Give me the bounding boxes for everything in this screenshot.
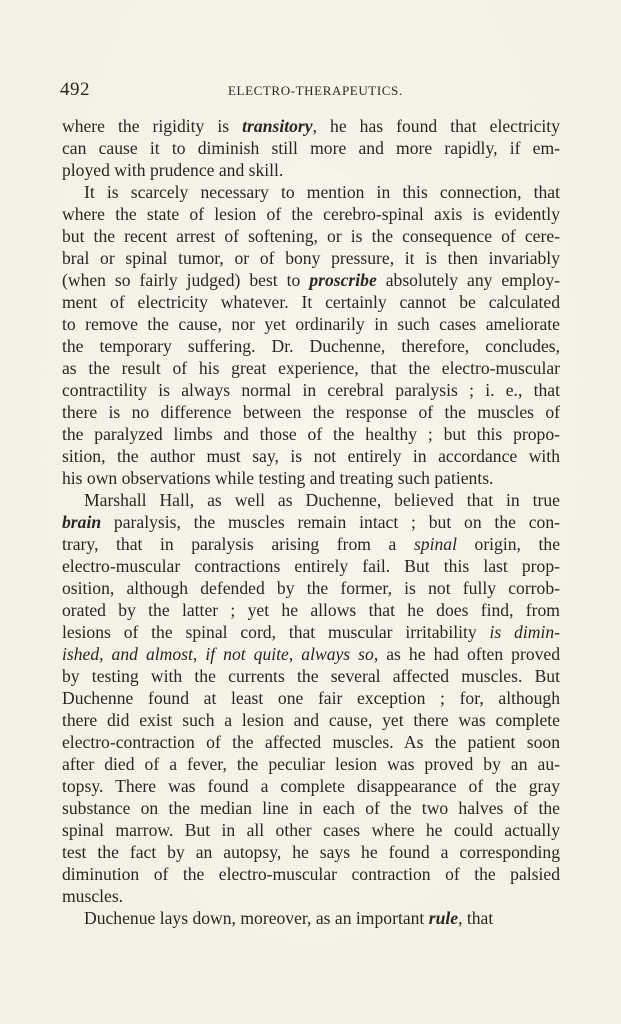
text-line: [62, 621, 560, 643]
text-run: ment of electricity whatever. It certainly cannot be calculated: [62, 292, 560, 312]
text-run: there is no difference between the response of the muscles of: [62, 402, 560, 422]
page-number: 492: [60, 79, 90, 100]
text-run: topsy. There was found a complete disappearance of the gray: [62, 776, 560, 796]
text-run: contractility is always normal in cerebral paralysis ; i. e., that: [62, 380, 560, 400]
emphasis-text: brain: [62, 512, 102, 532]
text-line: [62, 687, 560, 709]
text-run: ,: [288, 644, 302, 664]
text-run: (when so fairly judged) best to: [62, 270, 310, 290]
text-run: after died of a fever, the peculiar lesion was proved by an au-: [62, 754, 560, 774]
text-run: the paralyzed limbs and those of the healthy ; but this propo-: [62, 424, 560, 444]
text-run: orated by the latter ; yet he allows that he does find, from: [62, 600, 560, 620]
emphasis-text: rule: [428, 908, 459, 928]
text-run: electro-contraction of the affected muscles. As the patient soon: [62, 732, 560, 752]
text-line: [62, 137, 560, 159]
text-run: , that: [458, 908, 494, 928]
text-run: the temporary suffering. Dr. Duchenne, therefore, concludes,: [62, 336, 560, 356]
text-run: paralysis, the muscles remain intact ; but on the con-: [101, 512, 560, 532]
text-run: his own observations while testing and treating such patients.: [62, 468, 494, 488]
text-line: [62, 115, 560, 137]
text-line: [62, 863, 560, 885]
text-run: test the fact by an autopsy, he says he found a corresponding: [62, 842, 560, 862]
text-line: [62, 489, 560, 511]
text-line: [62, 159, 560, 181]
text-line: [62, 885, 560, 907]
text-run: where the rigidity is: [62, 116, 243, 136]
text-line: [62, 577, 560, 599]
text-run: , he has found that electricity: [312, 116, 560, 136]
text-line: [62, 423, 560, 445]
text-line: [62, 841, 560, 863]
text-run: , as he had often proved: [373, 644, 561, 664]
text-line: [62, 511, 560, 533]
text-line: [62, 291, 560, 313]
text-line: [62, 181, 560, 203]
text-line: [62, 467, 560, 489]
text-line: [62, 335, 560, 357]
text-run: Duchenne found at least one fair exception ; for, although: [62, 688, 560, 708]
text-line: [62, 599, 560, 621]
text-run: as the result of his great experience, that the electro-muscular: [62, 358, 560, 378]
text-line: [62, 313, 560, 335]
text-line: [62, 665, 560, 687]
emphasis-text: proscribe: [309, 270, 377, 290]
text-run: trary, that in paralysis arising from a: [62, 534, 414, 554]
text-line: [62, 203, 560, 225]
text-run: absolutely any employ-: [376, 270, 561, 290]
text-run: substance on the median line in each of the two halves of the: [62, 798, 560, 818]
emphasis-text: transitory: [242, 116, 313, 136]
text-run: diminution of the electro-muscular contraction of the palsied: [62, 864, 560, 884]
text-line: [62, 379, 560, 401]
text-run: electro-muscular contractions entirely fail. But this last prop-: [62, 556, 560, 576]
text-run: sition, the author must say, is not entirely in accordance with: [62, 446, 560, 466]
emphasis-text: is dimin-: [489, 622, 560, 642]
text-run: Duchenue lays down, moreover, as an important: [84, 908, 429, 928]
text-line: [62, 445, 560, 467]
text-line: [62, 907, 560, 929]
text-run: origin, the: [456, 534, 561, 554]
text-line: [62, 225, 560, 247]
running-head: ELECTRO-THERAPEUTICS.: [228, 83, 403, 98]
text-line: [62, 401, 560, 423]
emphasis-text: if not quite: [205, 644, 289, 664]
body-text: [62, 115, 560, 929]
text-line: [62, 709, 560, 731]
page-header: [60, 78, 560, 102]
text-run: to remove the cause, nor yet ordinarily in such cases ameliorate: [62, 314, 560, 334]
text-run: muscles.: [62, 886, 124, 906]
text-line: [62, 775, 560, 797]
text-line: [62, 753, 560, 775]
text-line: [62, 269, 560, 291]
text-line: [62, 797, 560, 819]
emphasis-text: always so: [301, 644, 374, 664]
text-line: [62, 247, 560, 269]
text-run: ,: [192, 644, 206, 664]
text-run: where the state of lesion of the cerebro-spinal axis is evidently: [62, 204, 560, 224]
emphasis-text: ished, and almost: [62, 644, 193, 664]
text-line: [62, 643, 560, 665]
text-line: [62, 731, 560, 753]
text-run: It is scarcely necessary to mention in this connection, that: [84, 182, 560, 202]
text-run: Marshall Hall, as well as Duchenne, believed that in true: [84, 490, 560, 510]
text-line: [62, 533, 560, 555]
text-line: [62, 357, 560, 379]
text-run: there did exist such a lesion and cause, yet there was complete: [62, 710, 560, 730]
text-run: but the recent arrest of softening, or is the consequence of cere-: [62, 226, 560, 246]
text-line: [62, 555, 560, 577]
text-line: [62, 819, 560, 841]
text-run: ployed with prudence and skill.: [62, 160, 284, 180]
text-run: can cause it to diminish still more and more rapidly, if em-: [62, 138, 560, 158]
text-run: by testing with the currents the several affected muscles. But: [62, 666, 560, 686]
emphasis-text: spinal: [413, 534, 457, 554]
text-run: lesions of the spinal cord, that muscular irritability: [62, 622, 490, 642]
text-run: bral or spinal tumor, or of bony pressure, it is then invariably: [62, 248, 560, 268]
text-run: osition, although defended by the former, is not fully corrob-: [62, 578, 560, 598]
text-run: spinal marrow. But in all other cases where he could actually: [62, 820, 560, 840]
